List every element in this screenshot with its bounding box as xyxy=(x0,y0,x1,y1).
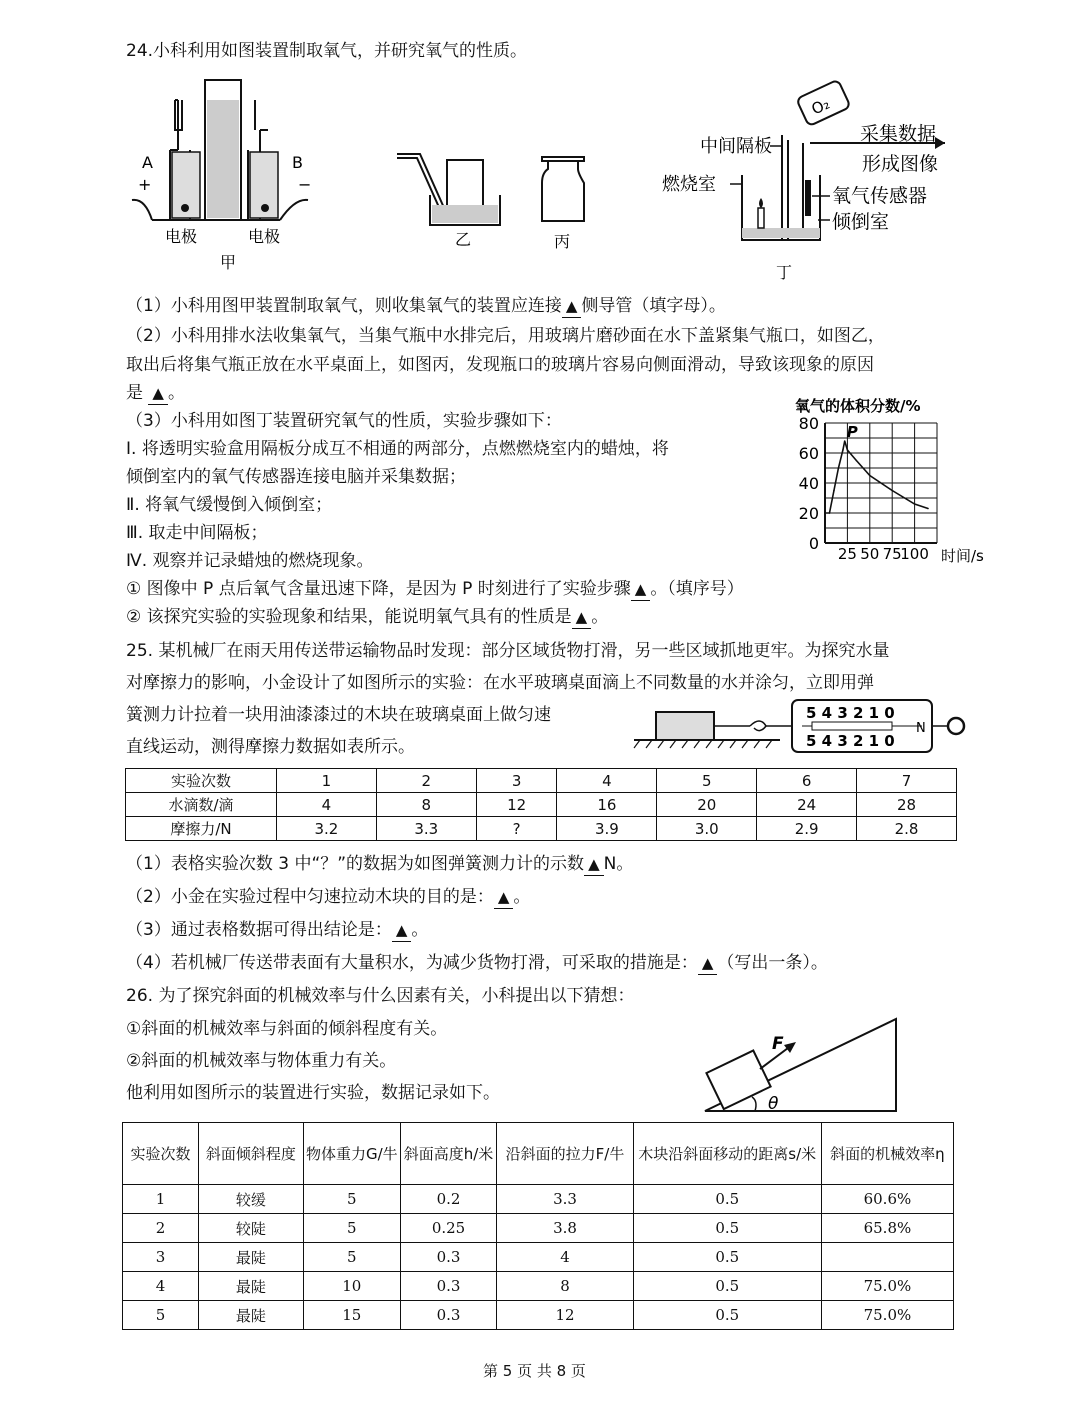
q24-step4: Ⅳ. 观察并记录蜡烛的燃烧现象。 xyxy=(126,551,374,571)
table-cell: 5 xyxy=(123,1301,199,1330)
x-tick-label: 75 xyxy=(882,545,902,563)
table-cell: ? xyxy=(476,817,557,841)
table-cell: 0.3 xyxy=(400,1272,497,1301)
form-image-label: 形成图像 xyxy=(862,153,939,175)
force-label: F xyxy=(772,1034,784,1054)
answer-blank[interactable]: ▲ xyxy=(698,952,718,975)
table-cell: 12 xyxy=(497,1301,633,1330)
table-cell: 最陡 xyxy=(198,1301,303,1330)
plus-sign: + xyxy=(138,175,152,194)
table-cell: 3.9 xyxy=(557,817,657,841)
table-cell: 最陡 xyxy=(198,1243,303,1272)
table-cell: 1 xyxy=(277,769,377,793)
sensor-label: 氧气传感器 xyxy=(832,185,928,207)
q25-a4: （4）若机械厂传送带表面有大量积水，为减少货物打滑，可采取的措施是： ▲ （写出一条）。 xyxy=(126,953,828,973)
q25-intro1: 25. 某机械厂在雨天用传送带运输物品时发现：部分区域货物打滑，另一些区域抓地更牢。为探究水量 xyxy=(126,641,890,661)
o2-label: O₂ xyxy=(808,94,833,119)
q24-p3: （3）小科用如图丁装置研究氧气的性质，实验步骤如下： xyxy=(126,411,562,431)
table-row xyxy=(126,793,957,817)
column-header: 斜面的机械效率η xyxy=(821,1123,953,1185)
data-point xyxy=(914,503,916,505)
table-cell: 0.5 xyxy=(633,1243,821,1272)
incline-table xyxy=(122,1122,954,1330)
q25-intro3: 簧测力计拉着一块用油漆漆过的木块在玻璃桌面上做匀速 xyxy=(126,705,551,725)
table-row xyxy=(126,817,957,841)
table-cell: 4 xyxy=(123,1272,199,1301)
figure-bing xyxy=(538,155,588,250)
column-header: 沿斜面的拉力F/牛 xyxy=(497,1123,633,1185)
data-point xyxy=(829,512,831,514)
y-tick-label: 60 xyxy=(798,444,819,463)
answer-blank[interactable]: ▲ xyxy=(148,382,168,405)
q25-intro2: 对摩擦力的影响，小金设计了如图所示的实验：在水平玻璃桌面滴上不同数量的水并涂匀，立即用弹 xyxy=(126,673,874,693)
table-row xyxy=(123,1301,954,1330)
q24-step3: Ⅲ. 取走中间隔板； xyxy=(126,523,268,543)
table-cell: 2 xyxy=(123,1214,199,1243)
table-cell: 65.8% xyxy=(821,1214,953,1243)
y-tick-label: 80 xyxy=(798,414,819,433)
table-cell: 0.5 xyxy=(633,1214,821,1243)
row-label: 实验次数 xyxy=(126,769,277,793)
data-point xyxy=(844,440,846,442)
table-row xyxy=(123,1272,954,1301)
column-header: 斜面高度h/米 xyxy=(400,1123,497,1185)
data-point xyxy=(833,490,835,492)
chart-title: 氧气的体积分数/% xyxy=(795,397,921,415)
caption-ding: 丁 xyxy=(776,263,793,282)
table-cell: 0.3 xyxy=(400,1243,497,1272)
q25-a2: （2）小金在实验过程中匀速拉动木块的目的是： ▲ 。 xyxy=(126,887,531,907)
data-point xyxy=(847,449,849,451)
burn-room-label: 燃烧室 xyxy=(662,174,716,195)
q24-qa: ① 图像中 P 点后氧气含量迅速下降，是因为 P 时刻进行了实验步骤 ▲ 。（填序号） xyxy=(126,579,744,599)
table-cell: 0.3 xyxy=(400,1301,497,1330)
table-cell: 0.25 xyxy=(400,1214,497,1243)
data-point xyxy=(869,475,871,477)
table-cell: 3 xyxy=(123,1243,199,1272)
page-footer: 第 5 页 共 8 页 xyxy=(483,1362,586,1380)
caption-jia: 甲 xyxy=(220,253,237,272)
figure-ding xyxy=(660,80,960,285)
minus-sign: − xyxy=(298,175,312,194)
angle-label: θ xyxy=(768,1094,779,1114)
answer-blank[interactable]: ▲ xyxy=(392,919,412,942)
table-cell: 2 xyxy=(376,769,476,793)
spring-scale-figure xyxy=(630,696,970,758)
table-cell: 最陡 xyxy=(198,1272,303,1301)
q25-a3: （3）通过表格数据可得出结论是： ▲ 。 xyxy=(126,920,429,940)
point-p-label: P xyxy=(846,423,858,441)
row-label: 水滴数/滴 xyxy=(126,793,277,817)
table-cell: 75.0% xyxy=(821,1272,953,1301)
row-label: 摩擦力/N xyxy=(126,817,277,841)
table-cell: 0.5 xyxy=(633,1272,821,1301)
table-cell: 较缓 xyxy=(198,1185,303,1214)
table-cell: 12 xyxy=(476,793,557,817)
table-cell: 2.9 xyxy=(757,817,857,841)
electrode-left: 电极 xyxy=(165,227,198,246)
table-cell: 7 xyxy=(857,769,957,793)
answer-blank[interactable]: ▲ xyxy=(584,853,604,876)
table-cell: 28 xyxy=(857,793,957,817)
friction-table xyxy=(125,768,957,841)
table-cell: 3.0 xyxy=(657,817,757,841)
figure-jia xyxy=(130,70,310,270)
x-tick-label: 25 xyxy=(837,545,857,563)
oxygen-chart xyxy=(775,395,984,570)
table-cell: 8 xyxy=(497,1272,633,1301)
table-cell: 1 xyxy=(123,1185,199,1214)
table-cell: 4 xyxy=(277,793,377,817)
q24-step2: Ⅱ. 将氧气缓慢倒入倾倒室； xyxy=(126,495,333,515)
table-cell: 8 xyxy=(376,793,476,817)
q24-title: 24.小科利用如图装置制取氧气，并研究氧气的性质。 xyxy=(126,41,528,61)
figure-yi xyxy=(395,150,505,250)
table-cell: 0.2 xyxy=(400,1185,497,1214)
y-tick-label: 20 xyxy=(798,504,819,523)
q24-step1a: Ⅰ. 将透明实验盒用隔板分成互不相通的两部分，点燃燃烧室内的蜡烛，将 xyxy=(126,439,669,459)
table-cell: 5 xyxy=(303,1243,400,1272)
pour-room-label: 倾倒室 xyxy=(832,211,890,233)
caption-bing: 丙 xyxy=(554,232,571,251)
table-row xyxy=(126,769,957,793)
divider-label: 中间隔板 xyxy=(700,136,772,157)
q26-guess1: ①斜面的机械效率与斜面的倾斜程度有关。 xyxy=(126,1019,448,1039)
table-cell: 10 xyxy=(303,1272,400,1301)
table-cell: 20 xyxy=(657,793,757,817)
scale-top-numbers: 5 4 3 2 1 0 xyxy=(806,704,895,722)
q24-step1b: 倾倒室内的氧气传感器连接电脑并采集数据； xyxy=(126,467,466,487)
answer-blank[interactable]: ▲ xyxy=(631,578,651,601)
table-cell: 24 xyxy=(757,793,857,817)
table-cell: 2.8 xyxy=(857,817,957,841)
table-row xyxy=(123,1185,954,1214)
table-cell: 4 xyxy=(557,769,657,793)
table-cell xyxy=(821,1243,953,1272)
table-cell: 0.5 xyxy=(633,1185,821,1214)
table-cell: 3 xyxy=(476,769,557,793)
answer-blank[interactable]: ▲ xyxy=(572,606,592,629)
q26-guess3: 他利用如图所示的装置进行实验，数据记录如下。 xyxy=(126,1083,500,1103)
q24-qb: ② 该探究实验的实验现象和结果，能说明氧气具有的性质是 ▲ 。 xyxy=(126,607,609,627)
table-cell: 3.3 xyxy=(376,817,476,841)
q25-a1: （1）表格实验次数 3 中“？”的数据为如图弹簧测力计的示数 ▲ N。 xyxy=(126,854,634,874)
table-cell: 0.5 xyxy=(633,1301,821,1330)
y-tick-label: 40 xyxy=(798,474,819,493)
table-cell: 6 xyxy=(757,769,857,793)
column-header: 实验次数 xyxy=(123,1123,199,1185)
q24-p2b: 取出后将集气瓶正放在水平桌面上，如图丙，发现瓶口的玻璃片容易向侧面滑动，导致该现象的原因 xyxy=(126,355,874,375)
table-cell: 75.0% xyxy=(821,1301,953,1330)
answer-blank[interactable]: ▲ xyxy=(494,886,514,909)
q26-intro: 26. 为了探究斜面的机械效率与什么因素有关，小科提出以下猜想： xyxy=(126,986,635,1006)
scale-bottom-numbers: 5 4 3 2 1 0 xyxy=(806,732,895,750)
table-row xyxy=(123,1243,954,1272)
table-cell: 16 xyxy=(557,793,657,817)
column-header: 木块沿斜面移动的距离s/米 xyxy=(633,1123,821,1185)
series-line xyxy=(825,441,928,513)
data-point xyxy=(891,490,893,492)
table-cell: 3.3 xyxy=(497,1185,633,1214)
q24-p1: （1）小科用图甲装置制取氧气，则收集氧气的装置应连接 ▲ 侧导管（填字母）。 xyxy=(126,296,726,316)
table-cell: 5 xyxy=(303,1185,400,1214)
incline-figure xyxy=(700,1015,960,1115)
table-cell: 4 xyxy=(497,1243,633,1272)
data-point xyxy=(856,460,858,462)
q24-p2c: 是 ▲ 。 xyxy=(126,383,185,403)
data-point xyxy=(927,508,929,510)
x-axis-label: 时间/s xyxy=(941,547,984,565)
y-tick-label: 0 xyxy=(808,534,819,553)
column-header: 物体重力G/牛 xyxy=(303,1123,400,1185)
answer-blank[interactable]: ▲ xyxy=(562,295,582,318)
table-cell: 5 xyxy=(657,769,757,793)
data-point xyxy=(838,467,840,469)
label-a: A xyxy=(142,153,153,172)
table-cell: 3.8 xyxy=(497,1214,633,1243)
caption-yi: 乙 xyxy=(455,230,472,249)
x-tick-label: 100 xyxy=(900,545,929,563)
table-cell: 3.2 xyxy=(277,817,377,841)
data-point xyxy=(824,512,826,514)
collect-data-label: 采集数据 xyxy=(860,123,937,145)
electrode-right: 电极 xyxy=(248,227,281,246)
q25-intro4: 直线运动，测得摩擦力数据如表所示。 xyxy=(126,737,415,757)
table-cell: 5 xyxy=(303,1214,400,1243)
table-row xyxy=(123,1214,954,1243)
scale-unit: N xyxy=(916,721,926,736)
q26-guess2: ②斜面的机械效率与物体重力有关。 xyxy=(126,1051,397,1071)
data-point xyxy=(842,449,844,451)
table-cell: 60.6% xyxy=(821,1185,953,1214)
q24-p2a: （2）小科用排水法收集氧气，当集气瓶中水排完后，用玻璃片磨砂面在水下盖紧集气瓶口，如图乙， xyxy=(126,326,885,346)
label-b: B xyxy=(292,153,303,172)
table-cell: 较陡 xyxy=(198,1214,303,1243)
x-tick-label: 50 xyxy=(860,545,880,563)
table-cell: 15 xyxy=(303,1301,400,1330)
column-header: 斜面倾斜程度 xyxy=(198,1123,303,1185)
